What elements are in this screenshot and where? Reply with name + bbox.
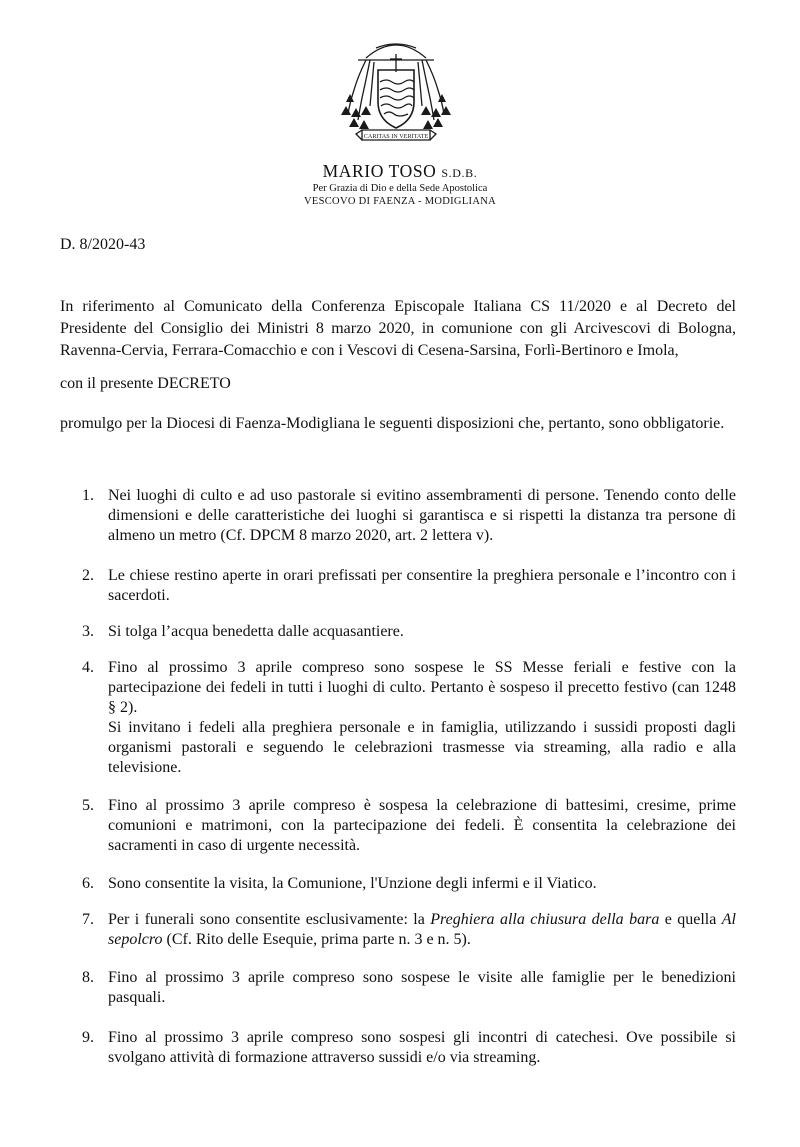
item-number: 6. [82, 875, 94, 892]
item-text-b: e quella [659, 911, 722, 928]
grace-line: Per Grazia di Dio e della Sede Apostolica [312, 183, 488, 194]
decree-line: con il presente DECRETO [60, 375, 231, 392]
intro-paragraph: In riferimento al Comunicato della Conferenza Episcopale Italiana CS 11/2020 e al Decreto del Presidente del Consiglio dei Ministri 8 marzo 2020, in comunione con gli Arcivescovi di Bologna, Ravenna-Cervia, Ferrara-Comacchio e con i Vescovi di Cesena-Sarsina, Forlì-Bertinoro e Imola, [60, 298, 736, 359]
item-italic-title-1: Preghiera alla chiusura della bara [430, 911, 660, 928]
item-text: Le chiese restino aperte in orari prefissati per consentire la preghiera personale e l’incontro con i sacerdoti. [108, 567, 736, 604]
order-suffix: S.D.B. [441, 166, 478, 180]
item-number: 3. [82, 623, 94, 640]
item-number: 7. [82, 911, 94, 928]
item-number: 9. [82, 1029, 94, 1046]
item-number: 1. [82, 487, 94, 504]
bishop-name-text: MARIO TOSO [322, 161, 437, 181]
item-italic-title-2: Al sepolcro [108, 911, 736, 948]
item-text: Fino al prossimo 3 aprile compreso sono sospesi gli incontri di catechesi. Ove possibile si svolgano attività di formazione attraverso sussidi e/o via streaming. [108, 1029, 736, 1066]
item-text: Nei luoghi di culto e ad uso pastorale si evitino assembramenti di persone. Tenendo conto delle dimensioni e delle caratteristiche dei luoghi si garantisca e si rispetti la distanza tra persone di almeno un metro (Cf. DPCM 8 marzo 2020, art. 2 lettera v). [108, 487, 736, 544]
item-number: 8. [82, 969, 94, 986]
item-text-c: (Cf. Rito delle Esequie, prima parte n. 3 e n. 5). [162, 931, 471, 948]
item-number: 2. [82, 567, 94, 584]
item-text-part-1: Fino al prossimo 3 aprile compreso sono sospese le SS Messe feriali e festive con la partecipazione dei fedeli in tutti i luoghi di culto. Pertanto è sospeso il precetto festivo (can 1248 § 2). [108, 659, 736, 716]
episcopal-coat-of-arms-icon [336, 24, 456, 148]
item-text [108, 910, 736, 950]
item-number: 5. [82, 797, 94, 814]
motto-text: CARITAS IN VERITATE [363, 133, 429, 140]
coat-of-arms [336, 24, 456, 148]
item-text-part-2: Si invitano i fedeli alla preghiera personale e in famiglia, utilizzando i sussidi proposti dagli organismi pastorali e seguendo le celebrazioni trasmesse via streaming, alla radio e alla televisione. [108, 719, 736, 776]
item-text-a: Per i funerali sono consentite esclusivamente: la [108, 911, 431, 928]
item-text: Fino al prossimo 3 aprile compreso è sospesa la celebrazione di battesimi, cresime, prime comunioni e matrimoni, con la partecipazione dei fedeli. È consentita la celebrazione dei sacramenti in caso di urgente necessità. [108, 797, 736, 854]
item-text [108, 658, 736, 778]
promulgation-paragraph: promulgo per la Diocesi di Faenza-Modigliana le seguenti disposizioni che, pertanto, sono obbligatorie. [60, 415, 725, 432]
item-text: Si tolga l’acqua benedetta dalle acquasantiere. [108, 623, 404, 640]
item-text: Sono consentite la visita, la Comunione, l'Unzione degli infermi e il Viatico. [108, 875, 597, 892]
document-reference: D. 8/2020-43 [60, 236, 146, 253]
item-number: 4. [82, 659, 94, 676]
bishop-name [262, 161, 538, 182]
item-text: Fino al prossimo 3 aprile compreso sono sospese le visite alle famiglie per le benedizioni pasquali. [108, 969, 736, 1006]
see-line: VESCOVO DI FAENZA - MODIGLIANA [304, 196, 496, 207]
